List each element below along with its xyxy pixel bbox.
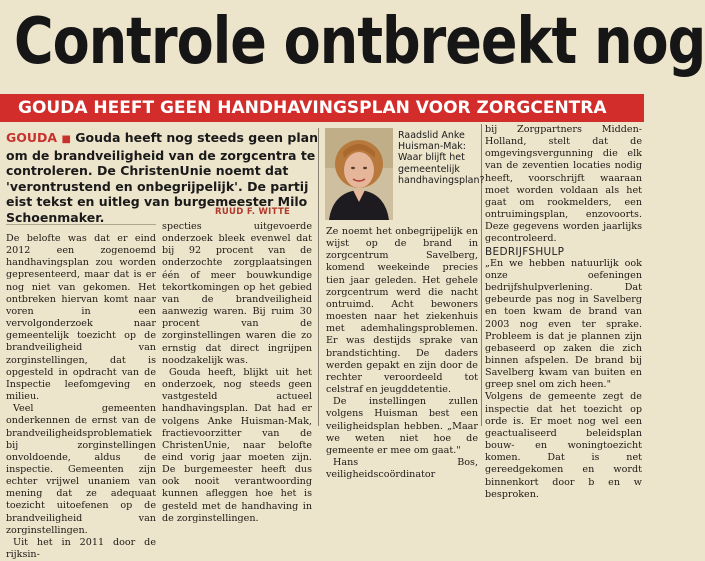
paragraph: Gouda heeft, blijkt uit het onderzoek, nog steeds geen vastgesteld actueel handhavingsplan. Dat had er volgens Anke Huisman-Mak, fractievoorzitter van de ChristenUnie, naar belofte eind vorig jaar moeten zijn. De burgemeester heeft dus ook nooit verantwoording kunnen afleggen hoe het is gesteld met de handhaving in de zorginstellingen. xyxy=(162,366,312,524)
headline: Controle ontbreekt nog xyxy=(14,4,705,79)
paragraph: Ze noemt het onbegrijpelijk en wijst op de brand in zorgcentrum Savelberg, komend weekeinde precies tien jaar geleden. Het gehele zorgcentrum werd die nacht ontruimd. Acht bewoners moesten naar het ziekenhuis met ademhalingsproblemen. Er was destijds sprake van brandstichting. De daders werden gepakt en zijn door de rechter veroordeeld tot celstraf en jeugddetentie. xyxy=(326,226,478,396)
byline: RUUD F. WITTE xyxy=(215,207,291,217)
article-column-2 xyxy=(162,221,312,524)
article-column-3 xyxy=(326,226,478,481)
column-divider xyxy=(318,128,319,426)
paragraph: Volgens de gemeente zegt de inspectie dat het toezicht op orde is. Er moet nog wel een geactualiseerd beleidsplan bouw- en woningtoezicht komen. Dat is net gereedgekomen en wordt binnenkort door b en w besproken. xyxy=(485,391,642,500)
subheadline-band xyxy=(0,94,644,122)
subheadline: GOUDA HEEFT GEEN HANDHAVINGSPLAN VOOR ZORGCENTRA xyxy=(18,98,607,118)
article-column-4 xyxy=(485,124,642,500)
dateline-place: GOUDA xyxy=(6,130,58,145)
article-column-1 xyxy=(6,233,156,561)
paragraph: De belofte was dat er eind 2012 een zogenoemd handhavingsplan zou worden gepresenteerd, maar dat is er nog niet van gekomen. Het ontbreken hiervan komt naar voren in een vervolgonderzoek naar gemeentelijk toezicht op de brandveiligheid van zorginstellingen, dat is opgesteld in opdracht van de Inspectie leefomgeving en milieu. xyxy=(6,233,156,403)
paragraph: specties uitgevoerde onderzoek bleek evenwel dat bij 92 procent van de onderzochte zorgplaatsingen één of meer bouwkundige tekortkomingen op het gebied van de brandveiligheid aanwezig waren. Bij ruim 30 procent van de zorginstellingen waren die zo ernstig dat direct ingrijpen noodzakelijk was. xyxy=(162,221,312,366)
photo-caption: Raadslid Anke Huisman-Mak: Waar blijft het gemeentelijk handhavingsplan? xyxy=(398,130,485,186)
paragraph: Uit het in 2011 door de rijksin- xyxy=(6,536,156,561)
portrait-photo xyxy=(325,128,393,220)
lead-text: Gouda heeft nog steeds geen plan om de brandveiligheid van de zorgcentra te controleren. De ChristenUnie noemt dat 'verontrustend en onbegrijpelijk'. De partij eist tekst en uitleg van burgemeester Milo Schoenmaker. xyxy=(6,130,318,225)
lead-divider xyxy=(6,224,156,225)
section-subhead: BEDRIJFSHULP xyxy=(485,245,565,258)
bullet-square-icon: ■ xyxy=(61,134,71,145)
paragraph: De instellingen zullen volgens Huisman best een veiligheidsplan hebben. „Maar we weten niet hoe de gemeente er mee om gaat." xyxy=(326,396,478,456)
paragraph: Veel gemeenten onderkennen de ernst van de brandveiligheidsproblematiek bij zorginstellingen onvoldoende, aldus de inspectie. Gemeenten zijn echter vrijwel unaniem van mening dat ze adequaat toezicht uitoefenen op de brandveiligheid van zorginstellingen. xyxy=(6,403,156,536)
paragraph: bij Zorgpartners Midden-Holland, stelt dat de omgevingsvergunning die elk van de zeventien locaties nodig heeft, voorschrijft waaraan moet worden voldaan als het gaat om rookmelders, een ontruimingsplan, enzovoorts. Deze gegevens worden jaarlijks gecontroleerd. xyxy=(485,124,642,245)
paragraph: „En we hebben natuurlijk ook onze oefeningen bedrijfshulpverlening. Dat gebeurde pas nog in Savelberg en toen kwam de brand van 2003 nog even ter sprake. Probleem is dat je plannen zijn gebaseerd op zaken die zich binnen afspelen. De brand bij Savelberg kwam van buiten en greep snel om zich heen." xyxy=(485,257,642,391)
paragraph: Hans Bos, veiligheidscoördinator xyxy=(326,456,478,481)
